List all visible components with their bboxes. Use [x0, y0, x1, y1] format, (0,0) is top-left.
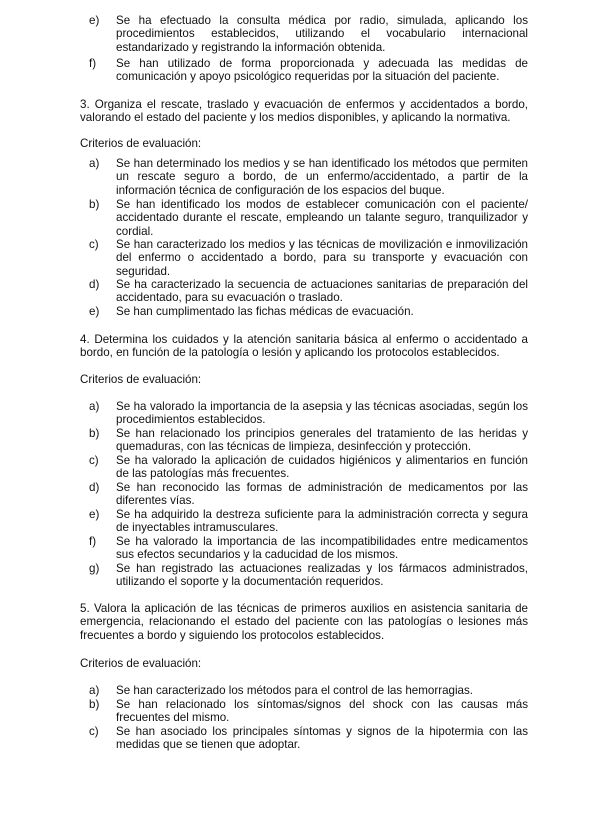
- section-3-heading: 3. Organiza el rescate, traslado y evacuación de enfermos y accidentados a bordo, valorando el estado del paciente y los medios disponibles, y aplicando la normativa.: [80, 98, 528, 125]
- item-letter: b): [89, 198, 100, 211]
- item-letter: f): [89, 535, 97, 548]
- criterion-item: [89, 400, 528, 427]
- item-letter: c): [89, 725, 99, 738]
- item-text: Se han asociado los principales síntomas y signos de la hipotermia con las medidas que se tienen que adoptar.: [116, 725, 528, 752]
- criterion-item: [89, 238, 528, 278]
- item-letter: g): [89, 562, 100, 575]
- item-text: Se ha adquirido la destreza suficiente para la administración correcta y segura de inyectables intramusculares.: [116, 508, 528, 535]
- item-letter: b): [89, 427, 100, 440]
- criterion-item: [89, 481, 528, 508]
- item-letter: e): [89, 305, 100, 318]
- section-3-criteria-label: Criterios de evaluación:: [80, 137, 202, 150]
- criterion-item: [89, 725, 528, 752]
- criterion-item: [89, 278, 528, 305]
- section-4-criteria-label: Criterios de evaluación:: [80, 373, 202, 386]
- criterion-item: [89, 14, 528, 54]
- item-letter: d): [89, 278, 100, 291]
- item-letter: a): [89, 684, 100, 697]
- item-text: Se ha caracterizado la secuencia de actuaciones sanitarias de preparación del accidentado, para su evacuación o traslado.: [116, 278, 528, 305]
- item-letter: f): [89, 57, 97, 70]
- item-letter: a): [89, 157, 100, 170]
- item-text: Se han relacionado los principios generales del tratamiento de las heridas y quemaduras, con las técnicas de limpieza, desinfección y protección.: [116, 427, 528, 454]
- item-letter: a): [89, 400, 100, 413]
- item-text: Se han utilizado de forma proporcionada y adecuada las medidas de comunicación y apoyo psicológico requeridas por la situación del paciente.: [116, 57, 528, 84]
- item-text: Se han cumplimentado las fichas médicas de evacuación.: [116, 305, 414, 318]
- criterion-item: [89, 305, 528, 318]
- item-text: Se han caracterizado los métodos para el control de las hemorragias.: [116, 684, 474, 697]
- criterion-item: [89, 157, 528, 197]
- item-letter: d): [89, 481, 100, 494]
- item-text: Se han reconocido las formas de administración de medicamentos por las diferentes vías.: [116, 481, 528, 508]
- item-text: Se ha valorado la aplicación de cuidados higiénicos y alimentarios en función de las patologías más frecuentes.: [116, 454, 528, 481]
- item-text: Se han determinado los medios y se han identificado los métodos que permiten un rescate seguro a bordo, de un enfermo/accidentado, a partir de la información técnica de configuración de los espacios del buque.: [116, 157, 528, 197]
- item-letter: c): [89, 238, 99, 251]
- item-text: Se han registrado las actuaciones realizadas y los fármacos administrados, utilizando el soporte y la documentación requeridos.: [116, 562, 528, 589]
- item-text: Se ha valorado la importancia de las incompatibilidades entre medicamentos sus efectos secundarios y la caducidad de los mismos.: [116, 535, 528, 562]
- item-text: Se han identificado los modos de establecer comunicación con el paciente/ accidentado durante el rescate, empleando un talante seguro, tranquilizador y cordial.: [116, 198, 528, 238]
- item-text: Se han caracterizado los medios y las técnicas de movilización e inmovilización del enfermo o accidentado a bordo, para su transporte y evacuación con seguridad.: [116, 238, 528, 278]
- criterion-item: [89, 535, 528, 562]
- item-letter: e): [89, 508, 100, 521]
- criterion-item: [89, 57, 528, 84]
- item-letter: e): [89, 14, 100, 27]
- criterion-item: [89, 562, 528, 589]
- item-letter: b): [89, 698, 100, 711]
- item-text: Se ha valorado la importancia de la asepsia y las técnicas asociadas, según los procedimientos establecidos.: [116, 400, 528, 427]
- section-4-heading: 4. Determina los cuidados y la atención sanitaria básica al enfermo o accidentado a bordo, en función de la patología o lesión y aplicando los protocolos establecidos.: [80, 333, 528, 360]
- section-5-heading: 5. Valora la aplicación de las técnicas de primeros auxilios en asistencia sanitaria de emergencia, relacionando el estado del paciente con las patologías o lesiones más frecuentes a bordo y siguiendo los protocolos establecidos.: [80, 602, 528, 642]
- criterion-item: [89, 454, 528, 481]
- criterion-item: [89, 684, 528, 697]
- item-letter: c): [89, 454, 99, 467]
- criterion-item: [89, 198, 528, 238]
- criterion-item: [89, 698, 528, 725]
- item-text: Se ha efectuado la consulta médica por radio, simulada, aplicando los procedimientos establecidos, utilizando el vocabulario internacional estandarizado y registrando la información obtenida.: [116, 14, 528, 54]
- section-5-criteria-label: Criterios de evaluación:: [80, 657, 202, 670]
- criterion-item: [89, 427, 528, 454]
- item-text: Se han relacionado los síntomas/signos del shock con las causas más frecuentes del mismo.: [116, 698, 528, 725]
- criterion-item: [89, 508, 528, 535]
